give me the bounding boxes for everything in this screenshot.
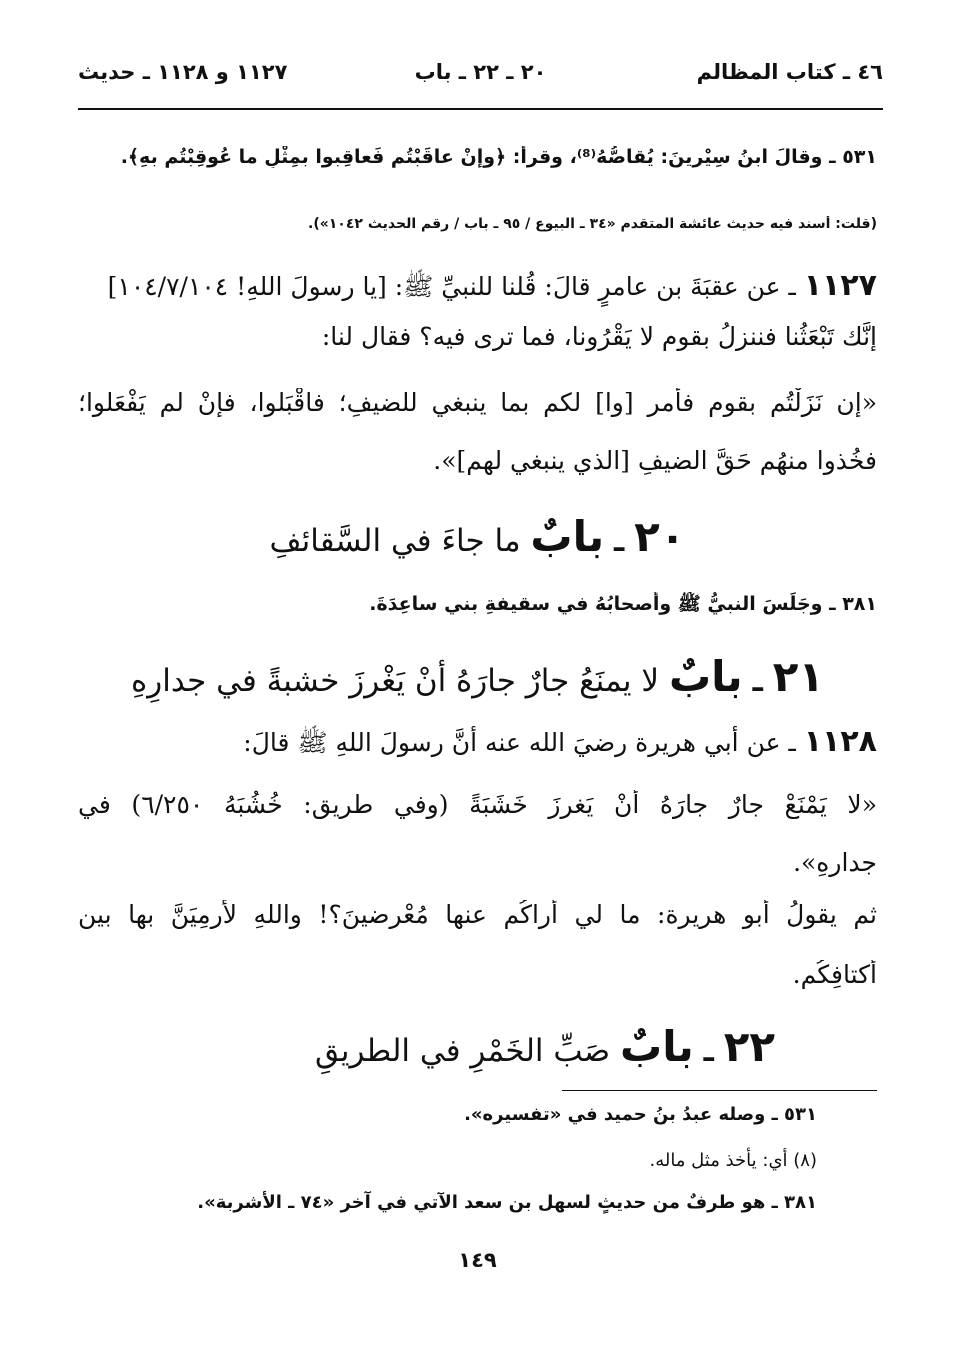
chapter-20-title: ما جاءَ في السَّقائفِ — [269, 523, 521, 559]
athar-381-text: ٣٨١ ـ وجَلَسَ النبيُّ ﷺ وأصحابُهُ في سقيفةِ بني ساعِدَةَ. — [369, 593, 877, 615]
hadith-1128-line-5: أكتافِكُم. — [792, 960, 877, 989]
chapter-22-number: ٢٢ — [723, 1022, 775, 1071]
footnote-531: ٥٣١ ـ وصله عبدُ بنُ حميد في «تفسيره». — [464, 1104, 817, 1125]
chapter-21-title: لا يمنَعُ جارٌ جارَهُ أنْ يَغْرزَ خشبةً في جدارِهِ — [131, 663, 660, 699]
header-divider — [78, 108, 883, 110]
athar-531-text: ٥٣١ ـ وقالَ ابنُ سِيْرِينَ: يُقاصُّهُ⁽⁸⁾، وقرأ: ﴿وإنْ عاقَبْتُم فَعاقِبوا بمِثْلِ ما عُوقِبْتُم بهِ﴾. — [120, 146, 877, 168]
hadith-1128-number: ١١٢٨ — [803, 724, 877, 759]
chapter-20-heading: ٢٠ ـ بابٌ ما جاءَ في السَّقائفِ — [269, 512, 686, 561]
page-number: ١٤٩ — [458, 1248, 497, 1272]
header-book-title: ٤٦ ـ كتاب المظالم — [696, 60, 883, 84]
hadith-1127-line-1 — [78, 268, 877, 308]
chapter-22-bab: بابٌ — [619, 1022, 694, 1071]
hadith-1128-line-4: ثم يقولُ أبو هريرة: ما لي أراكُم عنها مُعْرِضينَ؟! واللهِ لأرمِيَنَّ بها بين — [78, 900, 877, 929]
chapter-20-number: ٢٠ — [634, 512, 686, 561]
chapter-22-heading: ٢٢ ـ بابٌ صَبِّ الخَمْرِ في الطريقِ — [314, 1022, 775, 1071]
chapter-20-bab: بابٌ — [530, 512, 605, 561]
hadith-1128-text-1: ـ عن أبي هريرة رضيَ الله عنه أنَّ رسولَ اللهِ ﷺ قالَ: — [243, 728, 796, 757]
footnote-8: (٨) أي: يأخذ مثل ماله. — [649, 1150, 817, 1171]
chapter-22-title: صَبِّ الخَمْرِ في الطريقِ — [314, 1033, 611, 1069]
chapter-21-number: ٢١ — [772, 652, 824, 701]
hadith-1128-line-2: «لا يَمْنَعْ جارٌ جارَهُ أنْ يَغرِزَ خَشَبَةً (وفي طريق: خُشُبَهُ ٦/٢٥٠) في — [78, 790, 877, 819]
running-header — [78, 56, 883, 96]
header-hadith-range: ١١٢٧ و ١١٢٨ ـ حديث — [78, 60, 288, 84]
hadith-1127-line-3: «إن نَزَلْتُم بقومٍ فأمر [وا] لكم بما ينبغي للضيفِ؛ فاقْبَلوا، فإنْ لم يَفْعَلوا؛ — [78, 388, 877, 417]
hadith-1128-line-3: جدارِهِ». — [793, 848, 877, 877]
hadith-1127-text-1: ـ عن عقبَةَ بن عامرٍ قالَ: قُلنا للنبيِّ ﷺ: [يا رسولَ اللهِ! ١٠٤/٧/١٠٤] — [107, 272, 796, 301]
hadith-1127-line-4: فخُذوا منهُم حَقَّ الضيفِ [الذي ينبغي لهم]». — [433, 446, 877, 475]
hadith-1127-line-2: إنَّك تَبْعَثُنا فننزِلُ بقومٍ لا يَقْرُونا، فما ترى فيه؟ فقال لنا: — [321, 322, 877, 351]
editor-note: (قلت: أسند فيه حديث عائشة المتقدم «٣٤ ـ البيوع / ٩٥ ـ باب / رقم الحديث ١٠٤٢»). — [308, 216, 877, 232]
hadith-1127-number: ١١٢٧ — [803, 268, 877, 303]
footnote-381: ٣٨١ ـ هو طرفٌ من حديثٍ لسهل بن سعد الآتي في آخر «٧٤ ـ الأشربة». — [197, 1192, 817, 1213]
chapter-21-bab: بابٌ — [668, 652, 743, 701]
chapter-21-heading: ٢١ ـ بابٌ لا يمنَعُ جارٌ جارَهُ أنْ يَغْرزَ خشبةً في جدارِهِ — [131, 652, 824, 701]
hadith-1128-line-1 — [78, 724, 877, 764]
footnote-divider — [562, 1090, 877, 1091]
header-chapter-range: ٢٠ ـ ٢٢ ـ باب — [414, 60, 547, 84]
